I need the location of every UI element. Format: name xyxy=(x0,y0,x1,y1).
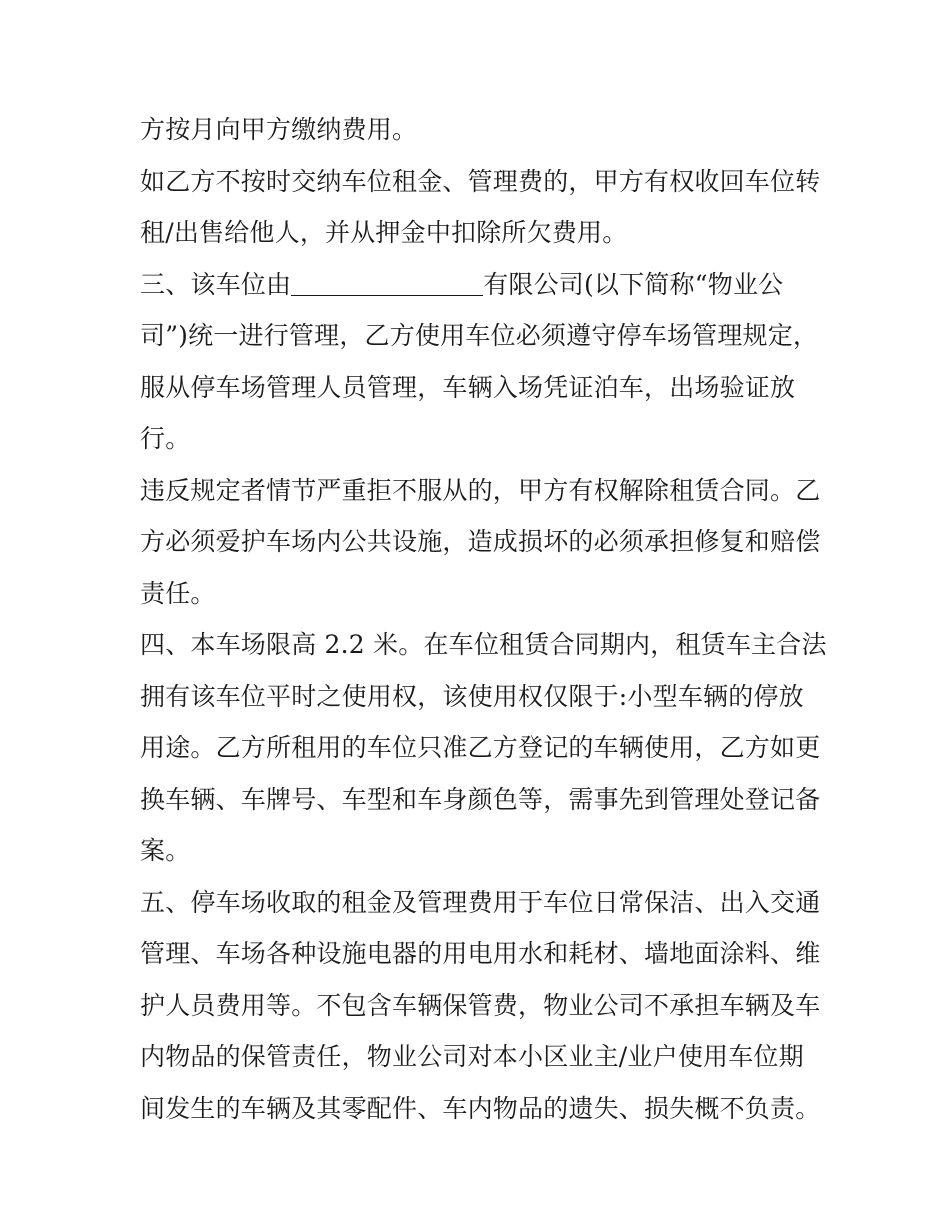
text-line: 内物品的保管责任，物业公司对本小区业主/业户使用车位期 xyxy=(140,1042,804,1071)
text-line: 换车辆、车牌号、车型和车身颜色等，需事先到管理处登记备 xyxy=(140,784,821,814)
text-line: 管理、车场各种设施电器的用电用水和耗材、墙地面涂料、维 xyxy=(140,939,821,968)
clause-three-continue: 有限公司(以下简称“物业公 xyxy=(483,269,784,299)
text-line: 拥有该车位平时之使用权，该使用权仅限于:小型车辆的停放 xyxy=(140,681,804,711)
text-line: 责任。 xyxy=(140,578,216,608)
text-line: 案。 xyxy=(140,836,191,865)
text-line: 如乙方不按时交纳车位租金、管理费的，甲方有权收回车位转 xyxy=(140,166,821,196)
text-line: 租/出售给他人，并从押金中扣除所欠费用。 xyxy=(140,218,628,247)
text-line: 方必须爱护车场内公共设施，造成损坏的必须承担修复和赔偿 xyxy=(140,527,821,556)
text-line: 用途。乙方所租用的车位只准乙方登记的车辆使用，乙方如更 xyxy=(140,733,821,762)
text-line: 五、停车场收取的租金及管理费用于车位日常保洁、出入交通 xyxy=(140,887,821,917)
text-line: 四、本车场限高 2.2 米。在车位租赁合同期内，租赁车主合法 xyxy=(140,630,827,659)
text-line: 间发生的车辆及其零配件、车内物品的遗失、损失概不负责。 xyxy=(140,1093,821,1123)
text-line: 行。 xyxy=(140,424,191,453)
document-body xyxy=(140,104,827,1134)
blank-company-name xyxy=(291,271,483,296)
clause-three-start: 三、该车位由 xyxy=(140,269,292,299)
text-line: 护人员费用等。不包含车辆保管费，物业公司不承担车辆及车 xyxy=(140,990,821,1020)
text-line: 违反规定者情节严重拒不服从的，甲方有权解除租赁合同。乙 xyxy=(140,475,821,505)
text-line xyxy=(140,259,820,311)
text-line: 服从停车场管理人员管理，车辆入场凭证泊车，出场验证放 xyxy=(140,372,796,402)
text-line: 司”)统一进行管理，乙方使用车位必须遵守停车场管理规定， xyxy=(140,321,819,350)
text-line: 方按月向甲方缴纳费用。 xyxy=(140,115,418,144)
